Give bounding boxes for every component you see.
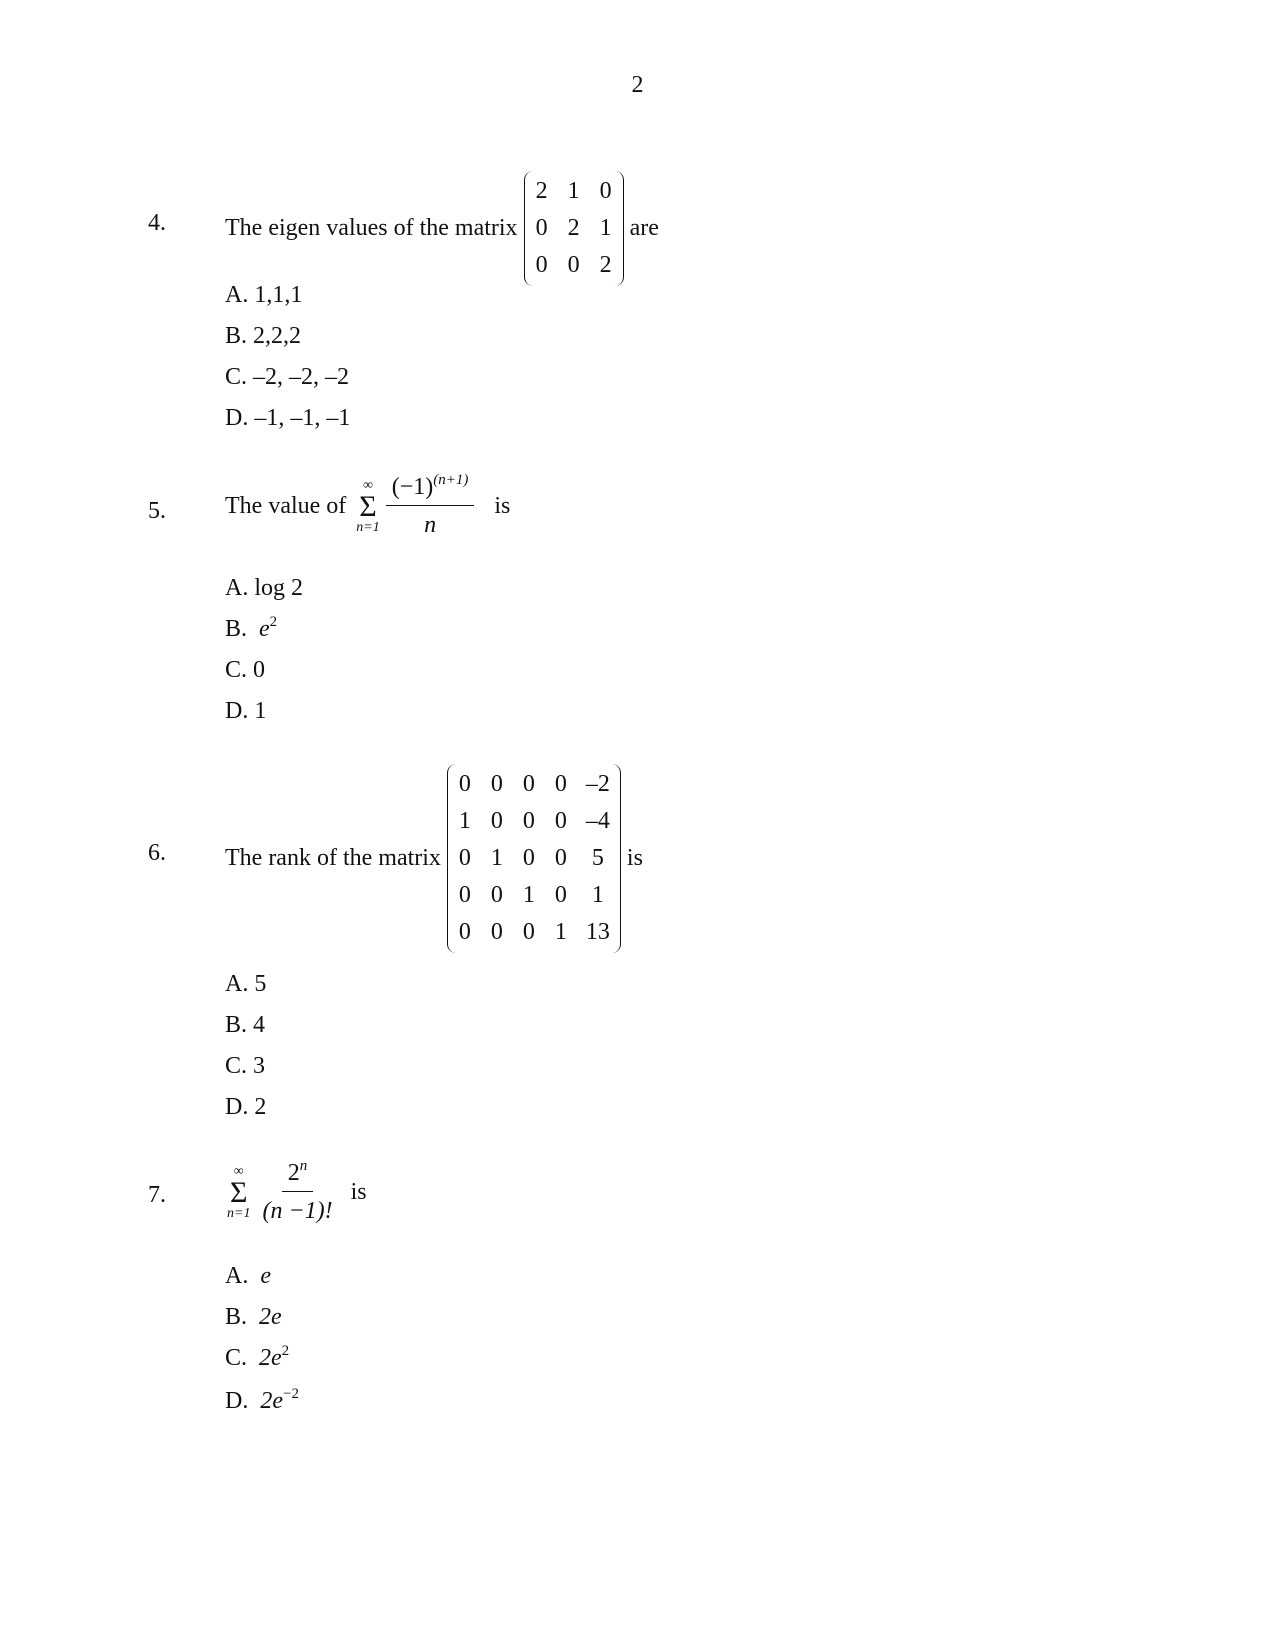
- q6-cell: 5: [591, 845, 604, 871]
- q5-numerator-exp: (n+1): [433, 472, 469, 488]
- q5-fraction: [386, 474, 475, 539]
- q5-sum-lower: n=1: [356, 519, 380, 535]
- q4-cell: 0: [599, 178, 612, 204]
- q7-number: 7.: [148, 1182, 166, 1208]
- q4-option-b: B. 2,2,2: [225, 323, 302, 349]
- q4-number: 4.: [148, 210, 166, 236]
- q5-summation: [356, 479, 379, 535]
- q7-numerator-exp: n: [299, 1158, 308, 1174]
- q4-cell: 1: [599, 215, 612, 241]
- q7-numerator-base: 2: [287, 1160, 300, 1186]
- q7-option-b-value: 2e: [259, 1304, 282, 1330]
- q5-denominator: n: [424, 512, 437, 538]
- q4-option-c: C. –2, –2, –2: [225, 364, 350, 390]
- page-number: 2: [631, 72, 644, 98]
- q7-option-a: [225, 1263, 271, 1290]
- q5-sum-sign: Σ: [359, 489, 377, 523]
- q4-matrix: [524, 171, 624, 286]
- q4-matrix-grid: [533, 171, 615, 286]
- q6-cell: 0: [458, 771, 471, 797]
- q6-matrix-grid: [456, 764, 612, 953]
- q7-suffix: is: [350, 1179, 367, 1205]
- q4-option-a: A. 1,1,1: [225, 282, 303, 308]
- q7-option-d-value: 2e: [260, 1388, 283, 1414]
- q6-cell: 1: [554, 919, 567, 945]
- q7-option-c-value: 2e: [259, 1345, 282, 1371]
- q5-text: The value of: [225, 493, 347, 519]
- q7-option-d-exp: −2: [283, 1386, 299, 1402]
- q7-sum-lower: n=1: [227, 1205, 251, 1221]
- q6-cell: 0: [458, 845, 471, 871]
- q5-numerator: [386, 474, 475, 506]
- q4-cell: 0: [535, 252, 548, 278]
- q5-suffix: is: [494, 493, 511, 519]
- q5-option-b: [225, 616, 277, 643]
- q6-cell: 0: [490, 771, 503, 797]
- q7-fraction: [256, 1160, 338, 1225]
- q6-option-c: C. 3: [225, 1053, 266, 1079]
- q6-cell: 1: [591, 882, 604, 908]
- q6-cell: 0: [522, 845, 535, 871]
- q4-cell: 2: [599, 252, 612, 278]
- q4-cell: 2: [535, 178, 548, 204]
- q6-option-b: B. 4: [225, 1012, 266, 1038]
- left-paren: [524, 171, 533, 286]
- q7-stem: [225, 1160, 367, 1225]
- q5-number: 5.: [148, 498, 166, 524]
- q7-sum-upper: ∞: [233, 1163, 244, 1179]
- q6-cell: 0: [554, 882, 567, 908]
- q7-option-a-label: A.: [225, 1263, 249, 1289]
- q6-cell: 0: [522, 919, 535, 945]
- q7-option-b: [225, 1304, 282, 1331]
- q4-cell: 2: [567, 215, 580, 241]
- q7-option-b-label: B.: [225, 1304, 248, 1330]
- right-paren: [615, 171, 624, 286]
- q6-cell: 1: [522, 882, 535, 908]
- q4-cell: 0: [567, 252, 580, 278]
- q6-cell: –4: [585, 808, 610, 834]
- right-paren: [612, 764, 621, 953]
- q5-option-c: C. 0: [225, 657, 266, 683]
- q6-option-d: D. 2: [225, 1094, 267, 1120]
- left-paren: [447, 764, 456, 953]
- q4-suffix: are: [629, 215, 659, 241]
- q5-option-a: A. log 2: [225, 575, 303, 601]
- q6-option-a: A. 5: [225, 971, 267, 997]
- q6-cell: 0: [522, 808, 535, 834]
- q7-option-c-label: C.: [225, 1345, 248, 1371]
- q5-stem: [225, 474, 510, 539]
- q5-sum-upper: ∞: [363, 477, 373, 493]
- q6-cell: 0: [522, 771, 535, 797]
- q6-suffix: is: [626, 845, 643, 871]
- q6-cell: 0: [554, 771, 567, 797]
- q5-option-b-exp: 2: [269, 614, 278, 630]
- q6-stem: [225, 764, 643, 953]
- q7-option-c: [225, 1345, 289, 1372]
- q4-cell: 1: [567, 178, 580, 204]
- q5-option-d: D. 1: [225, 698, 267, 724]
- q7-option-c-exp: 2: [281, 1343, 290, 1359]
- q4-stem: [225, 171, 659, 286]
- q7-option-d: [225, 1388, 299, 1415]
- q5-option-b-label: B.: [225, 616, 248, 642]
- q7-summation: [227, 1165, 250, 1221]
- q7-numerator: [282, 1160, 314, 1192]
- q6-cell: –2: [585, 771, 610, 797]
- q7-denominator: (n −1)!: [262, 1198, 333, 1224]
- q6-cell: 1: [490, 845, 503, 871]
- q6-cell: 0: [554, 808, 567, 834]
- q6-cell: 1: [458, 808, 471, 834]
- q7-option-d-label: D.: [225, 1388, 249, 1414]
- q4-text: The eigen values of the matrix: [225, 215, 518, 241]
- q6-cell: 0: [458, 919, 471, 945]
- q6-cell: 0: [490, 919, 503, 945]
- q6-cell: 0: [458, 882, 471, 908]
- q6-cell: 0: [554, 845, 567, 871]
- q6-text: The rank of the matrix: [225, 845, 441, 871]
- q6-cell: 13: [585, 919, 610, 945]
- q6-matrix: [447, 764, 621, 953]
- q5-numerator-base: (−1): [391, 474, 434, 500]
- q5-option-b-base: e: [259, 616, 270, 642]
- q7-sum-sign: Σ: [229, 1175, 248, 1209]
- q6-cell: 0: [490, 808, 503, 834]
- q6-number: 6.: [148, 840, 166, 866]
- q4-cell: 0: [535, 215, 548, 241]
- q7-option-a-value: e: [260, 1263, 271, 1289]
- q6-cell: 0: [490, 882, 503, 908]
- q4-option-d: D. –1, –1, –1: [225, 405, 351, 431]
